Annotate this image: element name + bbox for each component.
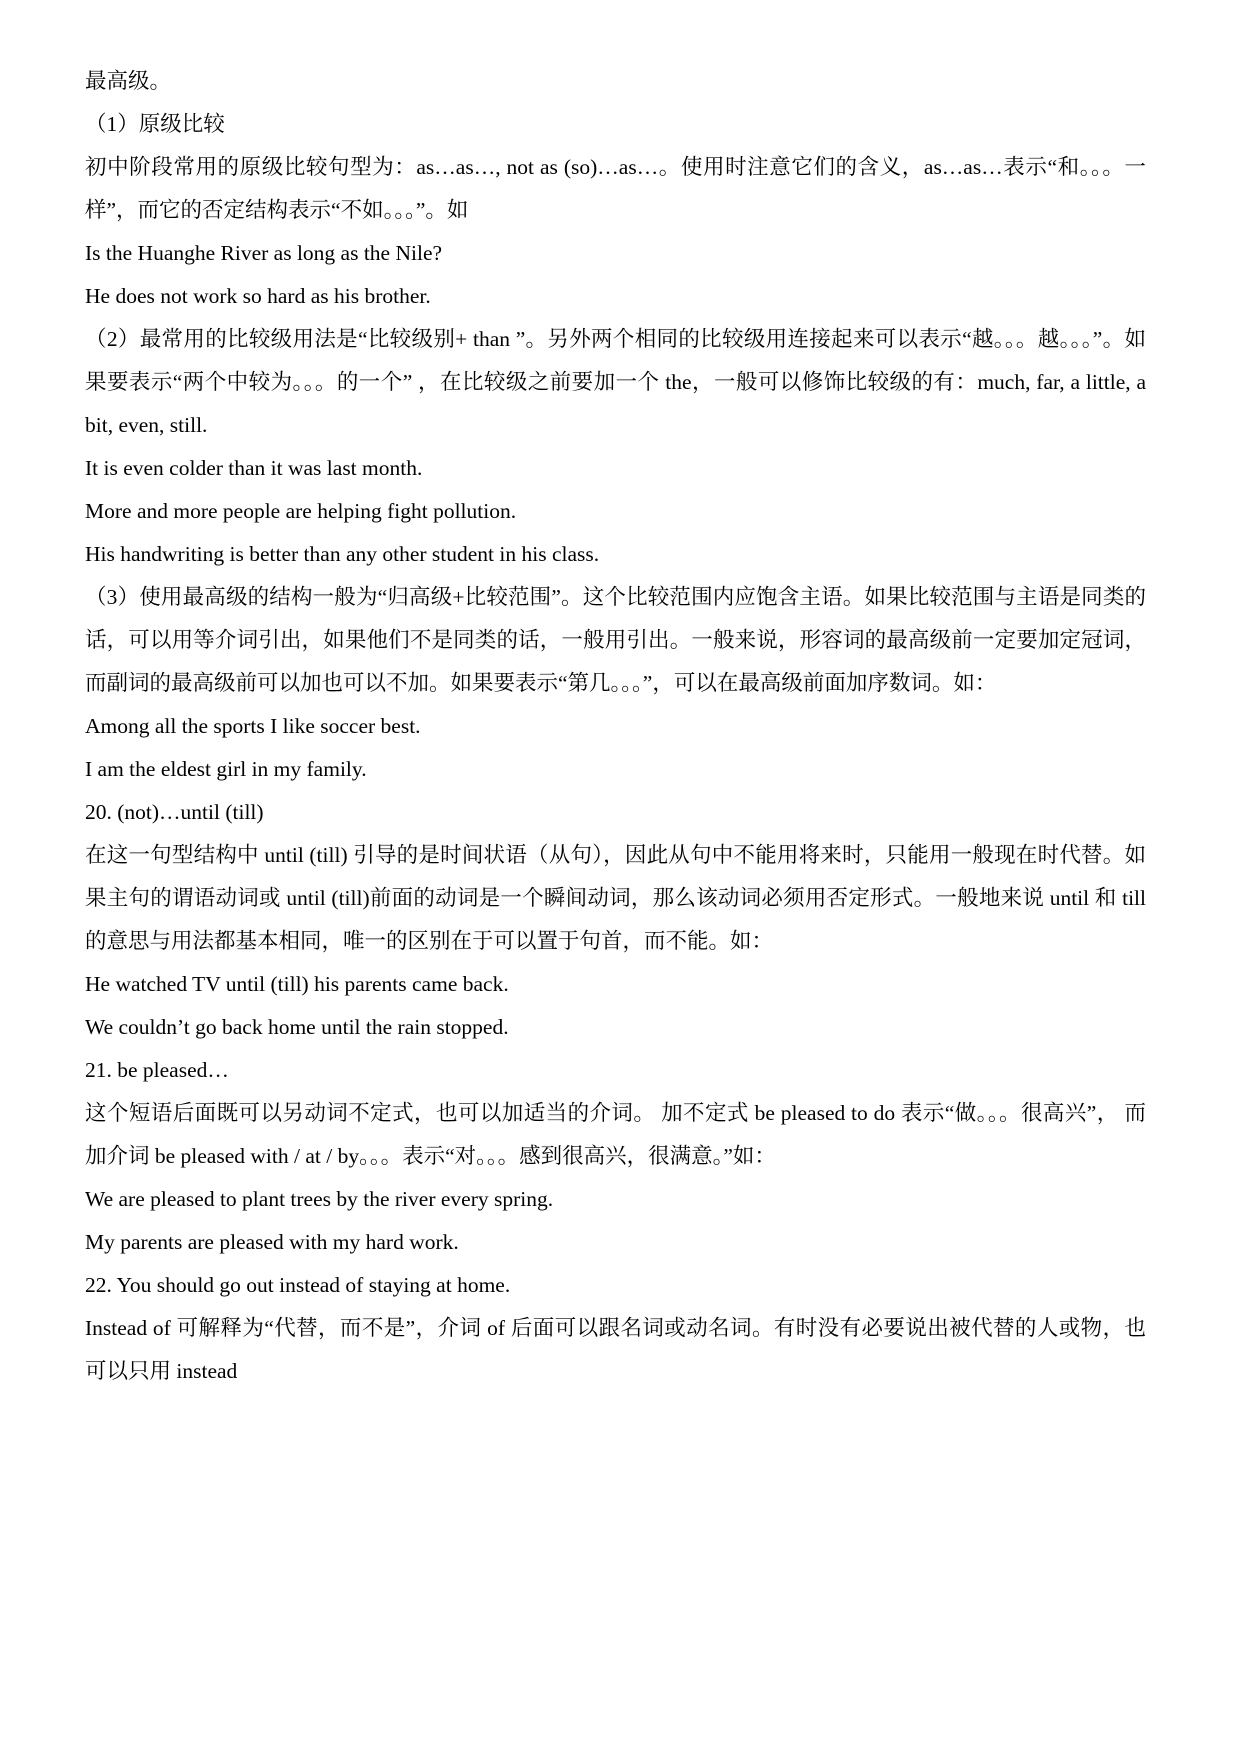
paragraph: 初中阶段常用的原级比较句型为：as…as…, not as (so)…as…。使用时注意它们的含义，as…as…表示“和。。。一样”，而它的否定结构表示“不如。。。”。如: [85, 155, 1146, 222]
paragraph: 21. be pleased…: [85, 1058, 229, 1082]
paragraph: More and more people are helping fight pollution.: [85, 499, 517, 523]
paragraph: His handwriting is better than any other student in his class.: [85, 542, 600, 566]
paragraph: （3）使用最高级的结构一般为“归高级+比较范围”。这个比较范围内应饱含主语。如果比较范围与主语是同类的话，可以用等介词引出，如果他们不是同类的话，一般用引出。一般来说，形容词的最高级前一定要加定冠词，而副词的最高级前可以加也可以不加。如果要表示“第几。。。”，可以在最高级前面加序数词。如：: [85, 585, 1146, 695]
paragraph: 在这一句型结构中 until (till) 引导的是时间状语（从句），因此从句中不能用将来时，只能用一般现在时代替。如果主句的谓语动词或 until (till)前面的动词是一个瞬间动词，那么该动词必须用否定形式。一般地来说 until 和 till 的意思与用法都基本相同，唯一的区别在于可以置于句首，而不能。如：: [85, 843, 1146, 953]
paragraph: My parents are pleased with my hard work.: [85, 1230, 459, 1254]
paragraph: We couldn’t go back home until the rain stopped.: [85, 1015, 509, 1039]
paragraph: 这个短语后面既可以另动词不定式，也可以加适当的介词。 加不定式 be pleased to do 表示“做。。。很高兴”， 而加介词 be pleased with / at / by。。。表示“对。。。感到很高兴，很满意。”如：: [85, 1101, 1146, 1168]
paragraph: 20. (not)…until (till): [85, 800, 264, 824]
paragraph: We are pleased to plant trees by the river every spring.: [85, 1187, 554, 1211]
paragraph: He does not work so hard as his brother.: [85, 284, 431, 308]
paragraph: He watched TV until (till) his parents came back.: [85, 972, 509, 996]
paragraph: （2）最常用的比较级用法是“比较级别+ than ”。另外两个相同的比较级用连接起来可以表示“越。。。越。。。”。如果要表示“两个中较为。。。的一个” ，在比较级之前要加一个 the，一般可以修饰比较级的有：much, far, a little, a bit, even, still.: [85, 327, 1146, 437]
paragraph: （1）原级比较: [85, 112, 225, 136]
paragraph: Is the Huanghe River as long as the Nile?: [85, 241, 443, 265]
paragraph: Among all the sports I like soccer best.: [85, 714, 421, 738]
paragraph: 22. You should go out instead of staying at home.: [85, 1273, 511, 1297]
document-body: [85, 60, 1146, 1393]
paragraph: It is even colder than it was last month.: [85, 456, 423, 480]
paragraph: 最高级。: [85, 69, 172, 93]
paragraph: I am the eldest girl in my family.: [85, 757, 367, 781]
paragraph: Instead of 可解释为“代替，而不是”，介词 of 后面可以跟名词或动名词。有时没有必要说出被代替的人或物，也可以只用 instead: [85, 1316, 1146, 1383]
